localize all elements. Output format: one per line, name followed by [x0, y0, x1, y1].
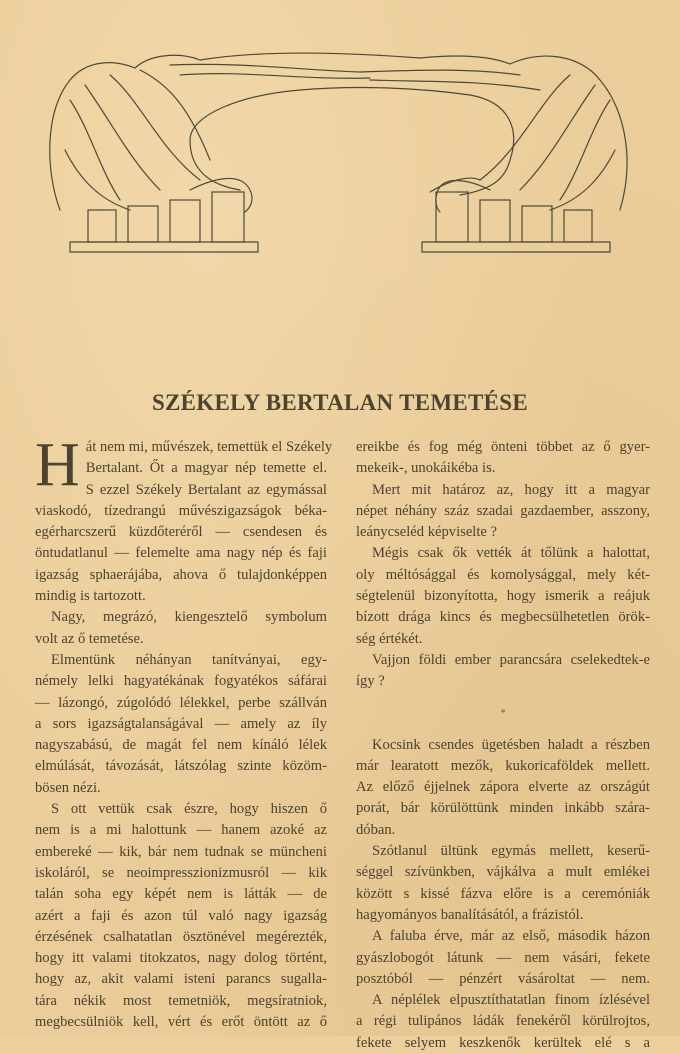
text-line: oly méltósággal és komolysággal, mely két-	[356, 566, 650, 583]
text-line: Kocsink csendes ügetésben haladt a részben	[372, 736, 650, 753]
right-column	[356, 437, 650, 1054]
text-line: volt az ő temetése.	[35, 630, 144, 647]
text-line: némely lelki hagyatékának fogyatékos sáfárai	[35, 673, 327, 690]
text-line: Bertalant. Őt a magyar nép temette el.	[85, 460, 327, 477]
text-line: öntudatlanul — felemelte ama nagy nép és faji	[35, 545, 327, 562]
text-line: hogy itt valami titokzatos, nagy dolog történt,	[35, 950, 327, 967]
text-line: talán soha egy képét nem is látták — de	[35, 886, 327, 903]
text-line: Nagy, megrázó, kiengesztelő symbolum	[51, 609, 327, 626]
text-line: posztóból — pénzért vásároltat — nem.	[356, 970, 650, 987]
text-line: iskoláról, se neoimpresszionizmusról — kik	[35, 864, 327, 881]
text-line: bízott drága kincs és megbecsülhetetlen örök-	[356, 609, 650, 626]
text-line: Mert mit határoz az, hogy itt a magyar	[372, 481, 650, 498]
text-line: nagyszabású, de magát fel nem kínáló lélek	[35, 737, 327, 754]
left-column	[35, 431, 333, 1033]
text-line: ereikbe és fog még önteni többet az ő gyer-	[356, 439, 650, 455]
right-column-part-2	[356, 735, 650, 1054]
text-line: elmúlását, távozását, látszólag szinte közöm-	[35, 758, 327, 775]
text-line: fekete selyem keszkenők kerültek elé s a	[356, 1034, 650, 1051]
text-line: egérharcszerű küzdőteréről — csendesen és	[35, 524, 327, 541]
text-line: ségtelenül bizonyította, hogy ismerik a reájuk	[356, 588, 650, 605]
right-column-part-1	[356, 437, 650, 693]
text-line: népet néhány száz szadai gazdaember, asszony,	[356, 502, 650, 519]
text-line: A faluba érve, már az első, második házon	[372, 928, 650, 945]
text-line: leánycseléd képviselte ?	[356, 524, 498, 541]
text-line: megbecsülniök kell, vért és erőt öntött az ő	[35, 1014, 327, 1031]
article-title: SZÉKELY BERTALAN TEMETÉSE	[151, 390, 529, 416]
text-line: dóban.	[356, 821, 396, 838]
text-line: mekeik-, unokáikéba is.	[356, 460, 496, 477]
drop-cap: H	[35, 431, 80, 499]
text-line: gyászlobogót látunk — nem vásári, fekete	[356, 949, 650, 966]
section-separator: *	[500, 707, 506, 719]
text-line: Az előző éjjelnek zápora elverte az országút	[356, 779, 650, 796]
candles-smoke-illustration	[40, 40, 640, 255]
text-line: embereké — kik, bár nem tudnak se müncheni	[35, 843, 327, 860]
text-line: azért a faji és azon túl való nagy igazság	[35, 907, 327, 924]
text-line: hagyományos banalításától, a frázistól.	[356, 906, 584, 923]
text-line: Szótlanul ültünk egymás mellett, keserű-	[372, 843, 650, 860]
text-line: S ott vettük csak észre, hogy hiszen ő	[51, 801, 327, 818]
text-line: a sors igazságtalanságával — amely az íly	[35, 715, 327, 732]
text-line: A néplélek elpusztíthatatlan finom ízlésével	[372, 992, 650, 1009]
text-line: hogy az, akit valami isteni parancs sugalla-	[35, 971, 327, 988]
text-line: nem is a mi halottunk — hanem azoké az	[35, 822, 327, 839]
text-line: ség értékét.	[356, 630, 423, 647]
text-line: — lázongó, zúgolódó lélekkel, perbe szállván	[35, 694, 327, 711]
text-line: már learatott mezők, kukoricaföldek mellett.	[356, 757, 650, 774]
text-line: porát, bár körülöttünk minden inkább szára-	[356, 800, 650, 817]
text-line: bösen nézi.	[35, 779, 101, 796]
text-line: tára nékik most temetniök, megsíratniok,	[35, 992, 327, 1009]
text-line: Vajjon földi ember parancsára cselekedtek-e	[372, 651, 650, 668]
text-line: viaskodó, tízedrangú művészigazságok béka-	[35, 502, 327, 519]
text-line: S ezzel Székely Bertalant az egymással	[85, 481, 327, 498]
text-line: Elmentünk néhányan tanítványai, egy-	[51, 651, 327, 668]
text-line: mindig is tartozott.	[35, 588, 146, 605]
text-line: séggel szívünkben, vájkálva a mult emlékei	[356, 864, 650, 881]
text-line: Mégis csak ők vették át tőlünk a halottat,	[372, 545, 650, 562]
text-line: át nem mi, művészek, temettük el Székely	[85, 439, 333, 455]
text-line: érzésének csalhatatlan ösztönével megérezték,	[35, 928, 327, 945]
text-line: igazság sphaerájába, ahova ő tulajdonképpen	[35, 566, 327, 583]
text-line: a régi tulipános ládák fenekéről körülrojtos,	[356, 1013, 650, 1030]
text-line: között s kissé fázva előre is a ceremóniák	[356, 885, 650, 902]
text-line: így ?	[356, 673, 385, 690]
